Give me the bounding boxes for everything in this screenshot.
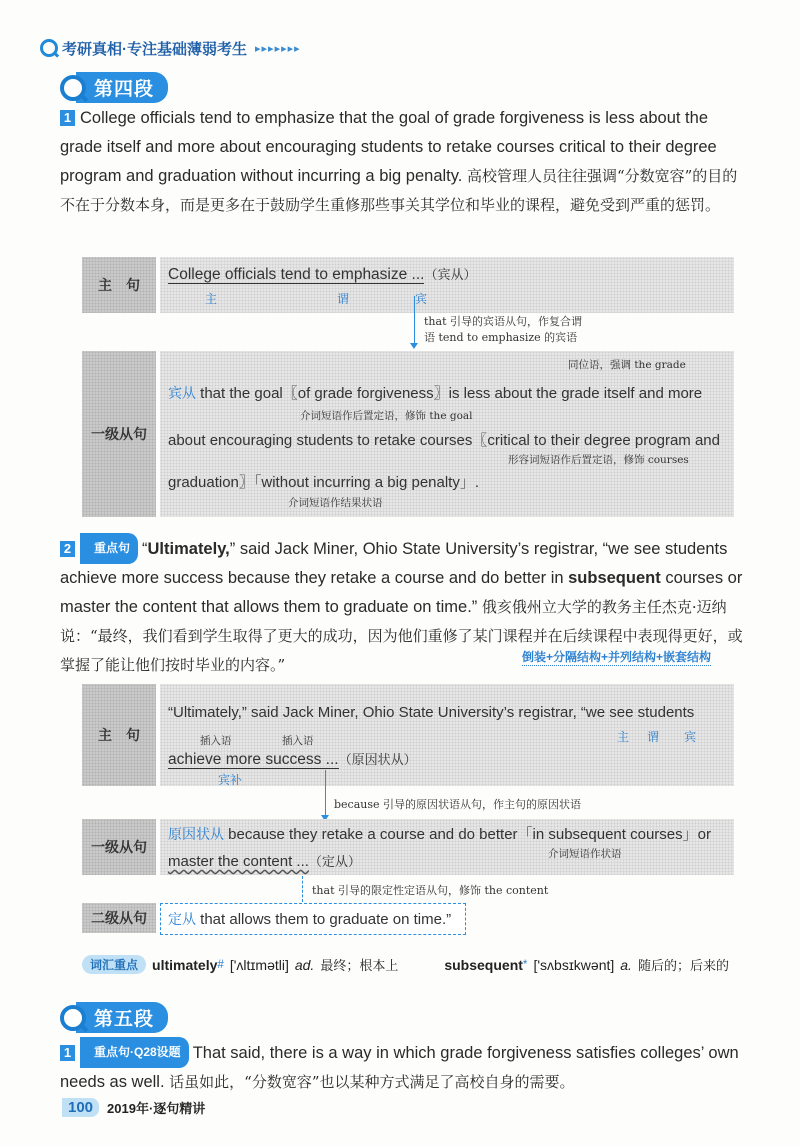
note-appositive: 同位语，强调 the grade: [568, 359, 686, 371]
label-object-2: 宾: [684, 730, 697, 744]
main-2-suffix: （原因状从）: [338, 753, 417, 768]
clause-2-2-text: that allows them to graduate on time.”: [200, 911, 452, 928]
vocab-ipa-1: ['ʌltɪmətli]: [229, 956, 289, 973]
clause-tag: 宾从: [168, 385, 196, 401]
section-tag-4: [60, 72, 168, 103]
clause-1-text-1: that the goal〖of grade forgiveness〗is less about the grade itself and more: [200, 385, 703, 402]
label-predicate: 谓: [337, 292, 350, 306]
note-1: 介词短语作后置定语，修饰 the goal: [300, 410, 473, 422]
vocab-word-1: ultimately: [152, 956, 218, 973]
connector-line-2: [325, 770, 326, 816]
paragraph-3: [60, 1037, 750, 1097]
sentence-number: 1: [60, 1045, 75, 1061]
label-object-complement: 宾补: [218, 773, 243, 787]
connector-dashed: [302, 876, 303, 902]
main-clause-line: [168, 264, 477, 284]
main-clause-text: College officials tend to emphasize ...: [168, 266, 425, 283]
magnifier-icon: [60, 75, 86, 101]
sentence-text-2: courses or master the content that allows them to graduate on time.”: [60, 569, 743, 616]
vocab-mark-2: *: [522, 958, 528, 971]
insertion-2: 插入语: [282, 735, 314, 747]
link-note-3: because 引导的原因状语从句，作主句的原因状语: [334, 798, 582, 811]
key-sentence-badge: 重点句: [80, 533, 138, 564]
clause-tag-reason: 原因状从: [168, 826, 224, 842]
link-note-4: that 引导的限定性定语从句，修饰 the content: [312, 884, 549, 897]
arrow-down-icon: [410, 343, 418, 349]
clause-1-line-3: graduation〗「without incurring a big penalty」.: [168, 474, 480, 491]
sentence-translation: 高校管理人员往往强调“分数宽容”的目的不在于分数本身，而是更多在于鼓励学生重修那些事关其学位和毕业的课程，避免受到严重的惩罚。: [60, 167, 738, 214]
label-main-clause-2: 主 句: [82, 684, 156, 786]
insertion-1: 插入语: [200, 735, 232, 747]
sentence-number: 2: [60, 541, 75, 557]
link-note-1: that 引导的宾语从句，作复合谓: [424, 315, 582, 328]
clause-2-2-line: [168, 909, 451, 929]
clause-2-1-line-1: [168, 823, 711, 844]
structure-note: 倒装+分隔结构+并列结构+嵌套结构: [522, 650, 712, 664]
note-adverbial: 介词短语作状语: [548, 848, 622, 860]
note-3: 介词短语作结果状语: [288, 497, 383, 509]
connector-line: [414, 296, 415, 344]
header-title: 考研真相·专注基础薄弱考生: [62, 40, 247, 58]
clause-2-1-suffix: （定从）: [308, 855, 361, 870]
label-predicate-2: 谓: [647, 730, 660, 744]
section-label: 第四段: [76, 72, 168, 103]
section-label: 第五段: [76, 1002, 168, 1033]
sentence-english: That said, there is a way in which grade forgiveness satisfies colleges’ own needs as well.: [60, 1044, 739, 1091]
sentence-translation: 话虽如此，“分数宽容”也以某种方式满足了高校自身的需要。: [169, 1073, 575, 1091]
clause-2-1-line-2: [168, 851, 361, 870]
vocab-mark-1: #: [217, 958, 224, 971]
link-note-2: 语 tend to emphasize 的宾语: [424, 331, 578, 344]
label-main-clause: 主 句: [82, 257, 156, 313]
label-object: 宾: [415, 292, 428, 306]
vocab-row: [82, 955, 729, 974]
page-number: 100: [62, 1098, 99, 1117]
label-clause-2-1: 一级从句: [82, 819, 156, 875]
vocab-pos-1: ad.: [294, 956, 315, 973]
footer-title: 2019年·逐句精讲: [107, 1101, 206, 1116]
sentence-text-1: ” said Jack Miner, Ohio State University’s registrar, “we see students achieve more success because they retake a course and do better in: [60, 540, 728, 587]
keyword-subsequent: subsequent: [568, 569, 661, 587]
clause-1-line-1: [168, 382, 702, 403]
keyword-ultimately: Ultimately,: [147, 540, 230, 558]
vocab-def-2: 随后的；后来的: [637, 959, 729, 974]
main-2-line-2: [168, 749, 417, 769]
vocab-word-2: subsequent: [444, 956, 523, 973]
label-clause-2-2: 二级从句: [82, 903, 156, 933]
clause-tag-attributive: 定从: [168, 911, 196, 927]
search-logo-icon: [40, 39, 58, 57]
sentence-english: College officials tend to emphasize that the goal of grade forgiveness is less about the grade itself and more about encouraging students to retake courses critical to their degree program and graduation without incurring a big penalty.: [60, 109, 717, 185]
page-footer: [62, 1098, 205, 1117]
vocab-pos-2: a.: [620, 956, 632, 973]
sentence-translation: 俄亥俄州立大学的教务主任杰克·迈纳说：“最终，我们看到学生取得了更大的成功，因为他们重修了某门课程并在后续课程中表现得更好，或掌握了能让他们按时毕业的内容。”: [60, 598, 743, 674]
label-subject: 主: [205, 292, 218, 306]
sentence-number: 1: [60, 110, 75, 126]
clause-2-1-text-1: because they retake a course and do better「in subsequent courses」or: [228, 826, 711, 843]
key-sentence-badge: 重点句·Q28设题: [80, 1037, 189, 1068]
magnifier-icon: [60, 1005, 86, 1031]
header-arrows: ▸▸▸▸▸▸▸: [255, 42, 301, 55]
note-2: 形容词短语作后置定语，修饰 courses: [508, 454, 689, 466]
vocab-tag: 词汇重点: [82, 955, 146, 974]
quote-open: “: [142, 540, 148, 558]
vocab-def-1: 最终；根本上: [320, 959, 399, 974]
paragraph-1: [60, 104, 750, 220]
page-header: [40, 36, 301, 60]
label-clause-1: 一级从句: [82, 351, 156, 517]
section-tag-5: [60, 1002, 168, 1033]
main-clause-suffix: （宾从）: [424, 268, 477, 283]
main-2-line-1: “Ultimately,” said Jack Miner, Ohio State University’s registrar, “we see students: [168, 704, 695, 721]
vocab-ipa-2: ['sʌbsɪkwənt]: [533, 956, 615, 973]
label-subject-2: 主: [617, 730, 630, 744]
main-2-text-2: achieve more success ...: [168, 751, 339, 768]
clause-2-1-text-2: master the content ...: [168, 853, 309, 870]
clause-1-line-2: about encouraging students to retake courses〖critical to their degree program and: [168, 432, 720, 449]
